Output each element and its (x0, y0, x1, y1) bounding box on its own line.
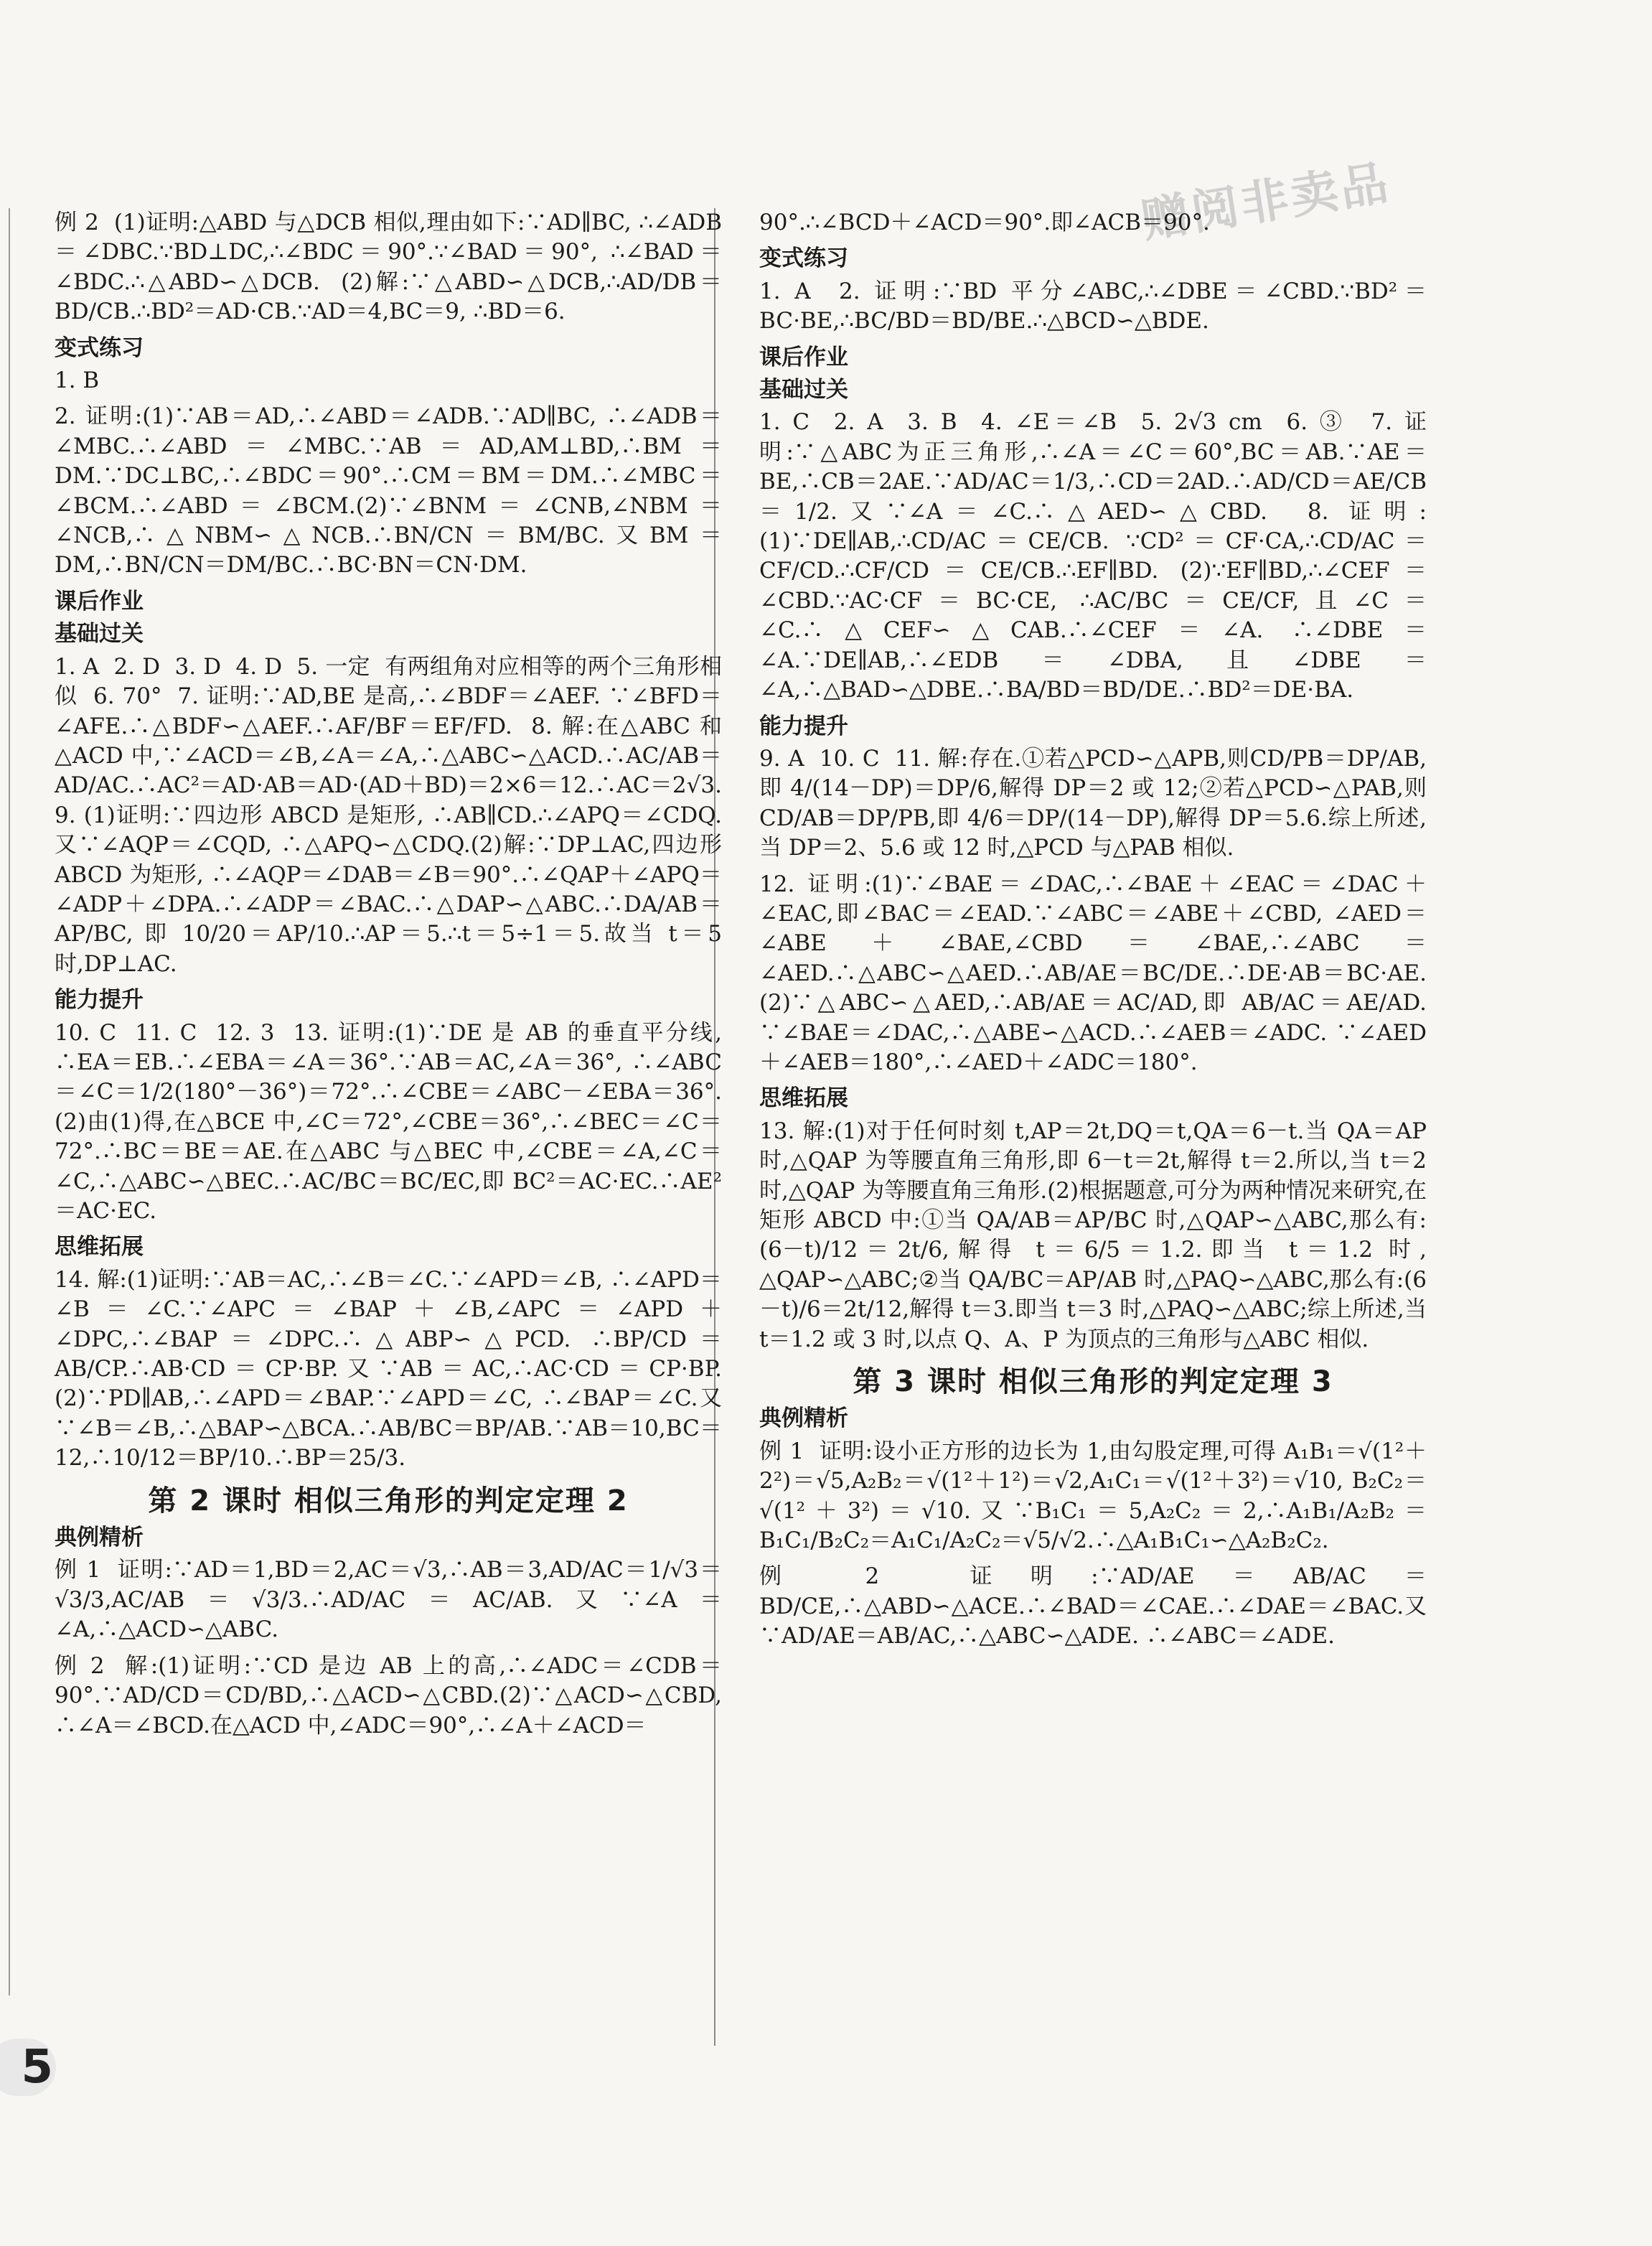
section-heading: 能力提升 (55, 987, 144, 1014)
section-heading: 课后作业 (759, 344, 848, 370)
answer-paragraph: 13. 解:(1)对于任何时刻 t,AP＝2t,DQ＝t,QA＝6－t.当 QA＝AP 时,△QAP 为等腰直角三角形,即 6－t＝2t,解得 t＝2.所以,当 t＝2 时,△QAP 为等腰直角三角形.(2)根据题意,可分为两种情况来研究,在矩形 ABCD 中:①当 QA/AB＝AP/BC 时,△QAP∽△ABC,那么有:(6－t)/12＝2t/6,解得 t＝6/5＝1.2.即当 t＝1.2 时, △QAP∽△ABC;②当 QA/BC＝AP/AB 时,△PAQ∽△ABC,那么有:(6－t)/6＝2t/12,解得 t＝3.即当 t＝3 时,△PAQ∽△ABC;综上所述,当 t＝1.2 或 3 时,以点 Q、A、P 为顶点的三角形与△ABC 相似. (759, 1118, 1434, 1352)
answer-paragraph: 90°.∴∠BCD＋∠ACD＝90°.即∠ACB＝90°. (759, 210, 1210, 235)
answer-paragraph: 2. 证明:(1)∵AB＝AD,∴∠ABD＝∠ADB.∵AD∥BC, ∴∠ADB＝∠MBC.∴∠ABD＝∠MBC.∵AB＝AD,AM⊥BD,∴BM＝DM.∵DC⊥BC,∴∠BDC＝90°.∴CM＝BM＝DM.∴∠MBC＝∠BCM.∴∠ABD＝∠BCM.(2)∵∠BNM＝∠CNB,∠NBM＝∠NCB,∴△NBM∽△NCB.∴BN/CN＝BM/BC.又BM＝DM,∴BN/CN＝DM/BC.∴BC·BN＝CN·DM. (55, 403, 722, 579)
section-heading: 基础过关 (759, 377, 848, 403)
answer-paragraph: 1. A 2. D 3. D 4. D 5. 一定 有两组角对应相等的两个三角形相似 6. 70° 7. 证明:∵AD,BE 是高,∴∠BDF＝∠AEF. ∵∠BFD＝∠AFE.∴△BDF∽△AEF.∴AF/BF＝EF/FD. 8. 解:在△ABC 和△ACD 中,∵∠ACD＝∠B,∠A＝∠A,∴△ABC∽△ACD.∴AC/AB＝AD/AC.∴AC²＝AD·AB＝AD·(AD＋BD)＝2×6＝12.∴AC＝2√3. 9. (1)证明:∵四边形 ABCD 是矩形, ∴AB∥CD.∴∠APQ＝∠CDQ.又∵∠AQP＝∠CQD, ∴△APQ∽△CDQ.(2)解:∵DP⊥AC,四边形 ABCD 为矩形, ∴∠AQP＝∠DAB＝∠B＝90°.∴∠QAP＋∠APQ＝∠ADP＋∠DPA.∴∠ADP＝∠BAC.∴△DAP∽△ABC.∴DA/AB＝AP/BC, 即 10/20＝AP/10.∴AP＝5.∴t＝5÷1＝5.故当 t＝5 时,DP⊥AC. (55, 653, 736, 977)
section-heading: 典例精析 (759, 1405, 848, 1432)
answer-column-right (759, 208, 1434, 1658)
answer-paragraph: 例 1 证明:∵AD＝1,BD＝2,AC＝√3,∴AB＝3,AD/AC＝1/√3＝√3/3,AC/AB＝√3/3.∴AD/AC＝AC/AB.又∵∠A＝∠A,∴△ACD∽△ABC. (55, 1557, 722, 1643)
complimentary-stamp: 赠阅非卖品 (1137, 154, 1395, 249)
section-heading: 基础过关 (55, 621, 144, 647)
page-number: 5 (0, 2039, 56, 2096)
section-heading: 思维拓展 (55, 1234, 144, 1260)
answer-paragraph: 例 2 解:(1)证明:∵CD 是边 AB 上的高,∴∠ADC＝∠CDB＝90°.∵AD/CD＝CD/BD,∴△ACD∽△CBD.(2)∵△ACD∽△CBD, ∴∠A＝∠BCD.在△ACD 中,∠ADC＝90°,∴∠A＋∠ACD＝ (55, 1652, 729, 1739)
answer-paragraph: 14. 解:(1)证明:∵AB＝AC,∴∠B＝∠C.∵∠APD＝∠B, ∴∠APD＝∠B＝∠C.∵∠APC＝∠BAP＋∠B,∠APC＝∠APD＋∠DPC,∴∠BAP＝∠DPC.∴△ABP∽△PCD. ∴BP/CD＝AB/CP.∴AB·CD＝CP·BP.又∵AB＝AC,∴AC·CD＝CP·BP.(2)∵PD∥AB,∴∠APD＝∠BAP.∵∠APD＝∠C, ∴∠BAP＝∠C.又∵∠B＝∠B,∴△BAP∽△BCA.∴AB/BC＝BP/AB.∵AB＝10,BC＝12,∴10/12＝BP/10.∴BP＝25/3. (55, 1266, 722, 1471)
answer-paragraph: 1. C 2. A 3. B 4. ∠E＝∠B 5. 2√3 cm 6. ③ 7. 证明:∵△ABC为正三角形,∴∠A＝∠C＝60°,BC＝AB.∵AE＝BE,∴CB＝2AE.∵AD/AC＝1/3,∴CD＝2AD.∴AD/CD＝AE/CB＝1/2.又∵∠A＝∠C.∴△AED∽△CBD. 8. 证明:(1)∵DE∥AB,∴CD/AC＝CE/CB. ∵CD²＝CF·CA,∴CD/AC＝CF/CD.∴CF/CD＝CE/CB.∴EF∥BD. (2)∵EF∥BD,∴∠CEF＝∠CBD.∵AC·CF＝BC·CE, ∴AC/BC＝CE/CF,且∠C＝∠C.∴△CEF∽△CAB.∴∠CEF＝∠A. ∴∠DBE＝∠A.∵DE∥AB,∴∠EDB＝∠DBA,且∠DBE＝∠A,∴△BAD∽△DBE.∴BA/BD＝BD/DE.∴BD²＝DE·BA. (759, 409, 1427, 703)
section-heading: 课后作业 (55, 588, 144, 614)
left-margin-rule (9, 208, 10, 1995)
section-heading: 思维拓展 (759, 1085, 848, 1112)
answer-paragraph: 例 2 证明:∵AD/AE＝AB/AC＝BD/CE,∴△ABD∽△ACE.∴∠BAD＝∠CAE.∴∠DAE＝∠BAC.又∵AD/AE＝AB/AC,∴△ABC∽△ADE. ∴∠ABC＝∠ADE. (759, 1563, 1427, 1650)
answer-paragraph: 例 1 证明:设小正方形的边长为 1,由勾股定理,可得 A₁B₁＝√(1²＋2²)＝√5,A₂B₂＝√(1²＋1²)＝√2,A₁C₁＝√(1²＋3²)＝√10, B₂C₂＝√(1²＋3²)＝√10.又∵B₁C₁＝5,A₂C₂＝2,∴A₁B₁/A₂B₂＝B₁C₁/B₂C₂＝A₁C₁/A₂C₂＝√5/√2.∴△A₁B₁C₁∽△A₂B₂C₂. (759, 1438, 1427, 1554)
section-heading: 能力提升 (759, 713, 848, 739)
answer-paragraph: 例 2 (1)证明:△ABD 与△DCB 相似,理由如下:∵AD∥BC, ∴∠ADB＝∠DBC.∵BD⊥DC,∴∠BDC＝90°.∵∠BAD＝90°, ∴∠BAD＝∠BDC.∴△ABD∽△DCB. (2)解:∵△ABD∽△DCB,∴AD/DB＝BD/CB.∴BD²＝AD·CB.∵AD＝4,BC＝9, ∴BD＝6. (55, 210, 722, 325)
section-heading: 变式练习 (55, 334, 144, 361)
answer-column-left (55, 208, 736, 1747)
lesson-title: 第 3 课时 相似三角形的判定定理 3 (853, 1365, 1333, 1399)
answer-paragraph: 10. C 11. C 12. 3 13. 证明:(1)∵DE 是 AB 的垂直平分线, ∴EA＝EB.∴∠EBA＝∠A＝36°.∵AB＝AC,∠A＝36°, ∴∠ABC＝∠C＝1/2(180°－36°)＝72°.∴∠CBE＝∠ABC－∠EBA＝36°.(2)由(1)得,在△BCE 中,∠C＝72°,∠CBE＝36°,∴∠BEC＝∠C＝72°.∴BC＝BE＝AE.在△ABC 与△BEC 中,∠CBE＝∠A,∠C＝∠C,∴△ABC∽△BEC.∴AC/BC＝BC/EC,即 BC²＝AC·EC.∴AE²＝AC·EC. (55, 1019, 729, 1224)
answer-paragraph: 9. A 10. C 11. 解:存在.①若△PCD∽△APB,则CD/PB＝DP/AB,即 4/(14－DP)＝DP/6,解得 DP＝2 或 12;②若△PCD∽△PAB,则 CD/AB＝DP/PB,即 4/6＝DP/(14－DP),解得 DP＝5.6.综上所述,当 DP＝2、5.6 或 12 时,△PCD 与△PAB 相似. (759, 745, 1434, 861)
section-heading: 典例精析 (55, 1525, 144, 1551)
answer-paragraph: 12. 证明:(1)∵∠BAE＝∠DAC,∴∠BAE＋∠EAC＝∠DAC＋∠EAC,即∠BAC＝∠EAD.∵∠ABC＝∠ABE＋∠CBD, ∠AED＝∠ABE＋∠BAE,∠CBD＝∠BAE,∴∠ABC＝∠AED.∴△ABC∽△AED.∴AB/AE＝BC/DE.∴DE·AB＝BC·AE.(2)∵△ABC∽△AED,∴AB/AE＝AC/AD,即 AB/AC＝AE/AD. ∵∠BAE＝∠DAC,∴△ABE∽△ACD.∴∠AEB＝∠ADC. ∵∠AED＋∠AEB＝180°,∴∠AED＋∠ADC＝180°. (759, 871, 1434, 1075)
answer-paragraph: 1. A 2. 证明:∵BD 平分∠ABC,∴∠DBE＝∠CBD.∵BD²＝BC·BE,∴BC/BD＝BD/BE.∴△BCD∽△BDE. (759, 278, 1427, 334)
lesson-title: 第 2 课时 相似三角形的判定定理 2 (148, 1484, 629, 1517)
section-heading: 变式练习 (759, 245, 848, 272)
answer-paragraph: 1. B (55, 368, 100, 394)
